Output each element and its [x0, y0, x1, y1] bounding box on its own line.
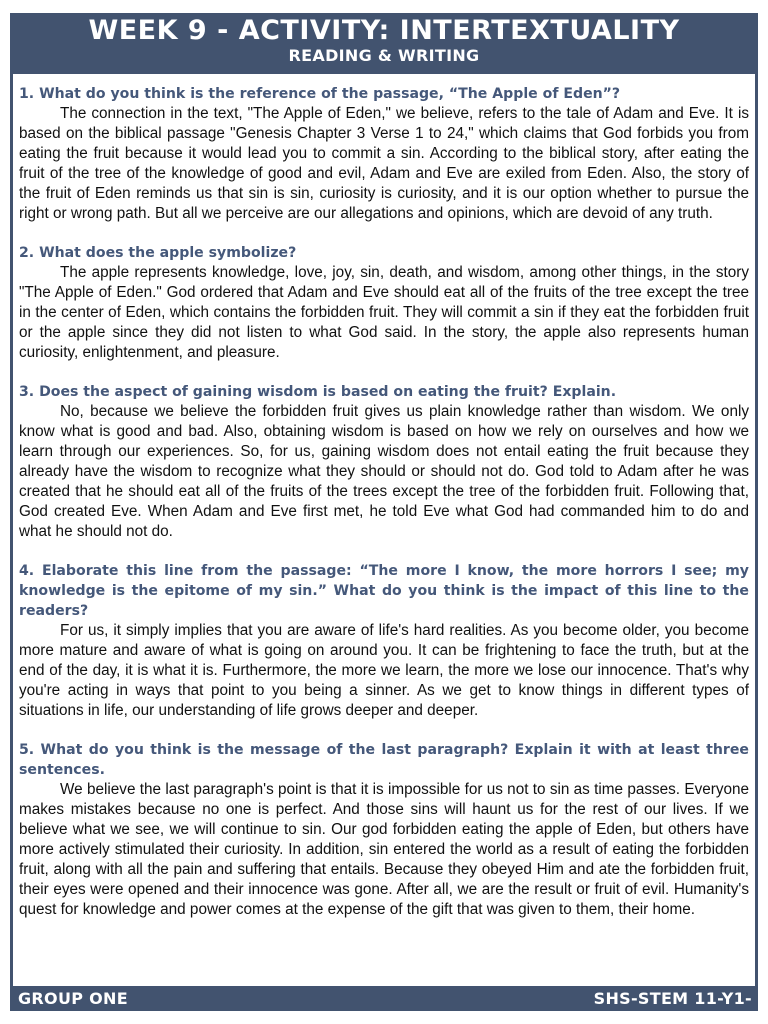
question-1: 1. What do you think is the reference of the passage, “The Apple of Eden”? [19, 86, 621, 102]
question-5: 5. What do you think is the message of the last paragraph? Explain it with at least three sentences. [19, 742, 749, 778]
document-body [13, 74, 755, 986]
question-4: 4. Elaborate this line from the passage: “The more I know, the more horrors I see; my knowledge is the epitome of my sin.” What do you think is the impact of this line to the readers? [19, 563, 749, 619]
answer-3: No, because we believe the forbidden fruit gives us plain knowledge rather than wisdom. We only know what is good and bad. Also, obtaining wisdom is based on how we rely on ourselves and how we learn through our experiences. So, for us, gaining wisdom does not entail eating the fruit because they already have the wisdom to recognize what they should or should not do. God told to Adam after he was created that he should eat all of the fruits of the trees except the tree of the forbidden fruit. Following that, God created Eve. When Adam and Eve first met, he told Eve what God had commanded him to do and what he should not do. [19, 403, 749, 540]
answer-5: We believe the last paragraph's point is that it is impossible for us not to sin as time passes. Everyone makes mistakes because no one is perfect. And those sins will haunt us for the rest of our lives. If we believe what we see, we will continue to sin. Our god forbidden eating the apple of Eden, but others have more actively stimulated their curiosity. In addition, sin entered the world as a result of eating the forbidden fruit, along with all the pain and suffering that entails. Because they obeyed Him and ate the forbidden fruit, their eyes were opened and their innocence was gone. After all, we are the result or fruit of evil. Humanity's quest for knowledge and power comes at the expense of the gift that was given to them, their home. [19, 781, 749, 918]
qa-item-4 [19, 561, 749, 721]
qa-item-3 [19, 382, 749, 542]
document-header [10, 13, 758, 71]
document-frame [10, 13, 758, 1011]
answer-2: The apple represents knowledge, love, joy, sin, death, and wisdom, among other things, in the story "The Apple of Eden." God ordered that Adam and Eve should eat all of the fruits of the tree except the tree in the center of Eden, which contains the forbidden fruit. They will commit a sin if they eat the forbidden fruit or the apple since they did not listen to what God said. In the story, the apple also represents human curiosity, enlightenment, and pleasure. [19, 264, 749, 361]
question-3: 3. Does the aspect of gaining wisdom is based on eating the fruit? Explain. [19, 384, 617, 400]
document-title: WEEK 9 - ACTIVITY: INTERTEXTUALITY [88, 15, 680, 46]
question-2: 2. What does the apple symbolize? [19, 245, 297, 261]
group-name: GROUP ONE [18, 989, 128, 1008]
answer-4: For us, it simply implies that you are aware of life's hard realities. As you become older, you become more mature and aware of what is going on around you. It can be frightening to face the truth, but at the end of the day, it is what it is. Furthermore, the more we learn, the more we lose our innocence. That's why you're acting in ways that point to you being a sinner. As we get to know things in different types of situations in life, our understanding of life grows deeper and deeper. [19, 622, 749, 719]
qa-item-5 [19, 740, 749, 920]
section-label: SHS-STEM 11-Y1- [593, 989, 752, 1008]
qa-item-1 [19, 84, 749, 224]
qa-item-2 [19, 243, 749, 363]
answer-1: The connection in the text, "The Apple of Eden," we believe, refers to the tale of Adam and Eve. It is based on the biblical passage "Genesis Chapter 3 Verse 1 to 24," which claims that God forbids you from eating the fruit because it would lead you to commit a sin. According to the biblical story, after eating the fruit of the tree of the knowledge of good and evil, Adam and Eve are exiled from Eden. Also, the story of the fruit of Eden reminds us that sin is sin, curiosity is curiosity, and it is our option whether to pursue the right or wrong path. But all we perceive are our allegations and opinions, which are devoid of any truth. [19, 105, 749, 222]
document-subtitle: READING & WRITING [288, 46, 480, 65]
document-footer [10, 988, 758, 1009]
